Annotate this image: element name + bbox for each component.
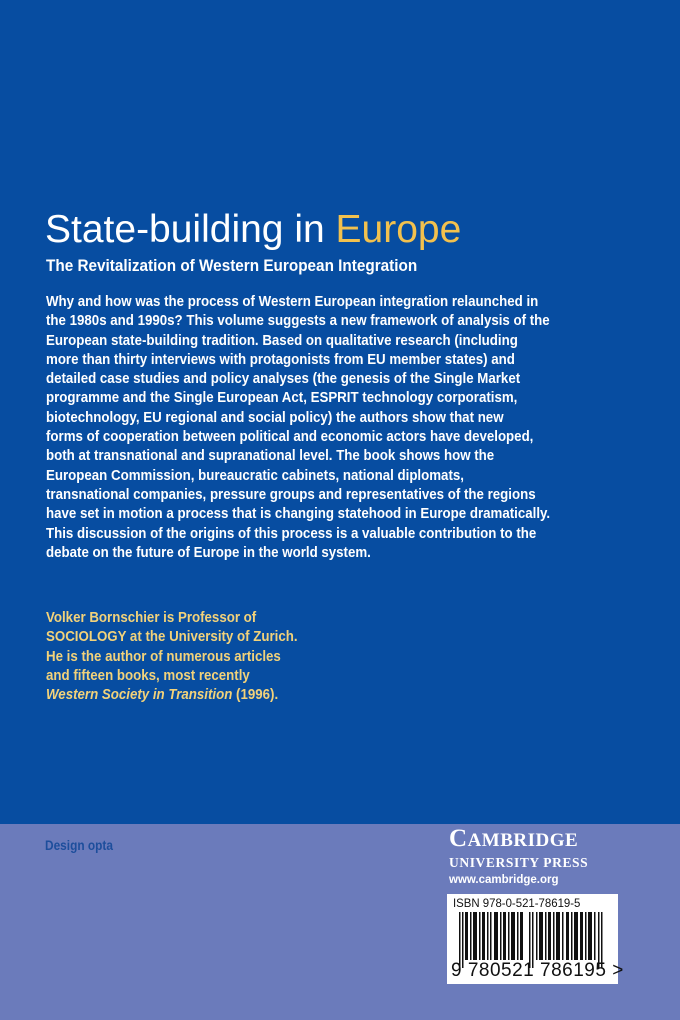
blurb-line: forms of cooperation between political and economic actors have developed, [46, 428, 534, 446]
author-bio [46, 608, 334, 704]
title-main: State-building in [45, 208, 336, 251]
subtitle-text: The Revitalization of Western European Integration [46, 256, 418, 275]
publisher-subname: UNIVERSITY PRESS [449, 855, 589, 870]
book-subtitle [46, 255, 458, 277]
bio-line: and fifteen books, most recently [46, 666, 250, 684]
book-blurb [46, 292, 622, 562]
blurb-line: European state-building tradition. Based on qualitative research (including [46, 331, 518, 349]
book-title [45, 207, 461, 253]
publisher-name-initial: C [449, 825, 468, 852]
publisher-name-rest: AMBRIDGE [467, 830, 579, 851]
blurb-line: more than thirty interviews with protagonists from EU member states) and [46, 350, 515, 368]
book-reference-year: (1996). [232, 686, 279, 704]
title-accent: Europe [335, 208, 462, 251]
blurb-line: transnational companies, pressure groups and representatives of the regions [46, 485, 536, 503]
publisher-name [449, 826, 619, 854]
blurb-line: programme and the Single European Act, ESPRIT technology corporatism, [46, 389, 518, 407]
blurb-line: biotechnology, EU regional and social policy) the authors show that new [46, 408, 504, 426]
publisher-url: www.cambridge.org [449, 874, 559, 886]
bio-line: Volker Bornschier is Professor of [46, 609, 257, 626]
blurb-line: debate on the future of Europe in the world system. [46, 543, 371, 561]
publisher-logo [449, 826, 619, 886]
blurb-line: This discussion of the origins of this process is a valuable contribution to the [46, 524, 537, 542]
bio-line [46, 685, 298, 704]
bio-line: He is the author of numerous articles [46, 647, 281, 665]
blurb-line: have set in motion a process that is changing statehood in Europe dramatically. [46, 505, 551, 523]
blurb-line: detailed case studies and policy analyses (the genesis of the Single Market [46, 370, 521, 388]
design-credit: Design opta [45, 838, 113, 853]
blurb-line: both at transnational and supranational level. The book shows how the [46, 447, 495, 465]
book-reference-title: Western Society in Transition [46, 686, 233, 704]
bio-line: SOCIOLOGY at the University of Zurich. [46, 628, 298, 646]
isbn-label: ISBN 978-0-521-78619-5 [453, 896, 581, 910]
blurb-line: Why and how was the process of Western European integration relaunched in [46, 293, 539, 310]
barcode-digits: 9 780521 786195 > [451, 960, 624, 981]
isbn-barcode [447, 894, 624, 984]
blurb-line: European Commission, bureaucratic cabinets, national diplomats, [46, 466, 464, 484]
blurb-line: the 1980s and 1990s? This volume suggests a new framework of analysis of the [46, 312, 550, 330]
